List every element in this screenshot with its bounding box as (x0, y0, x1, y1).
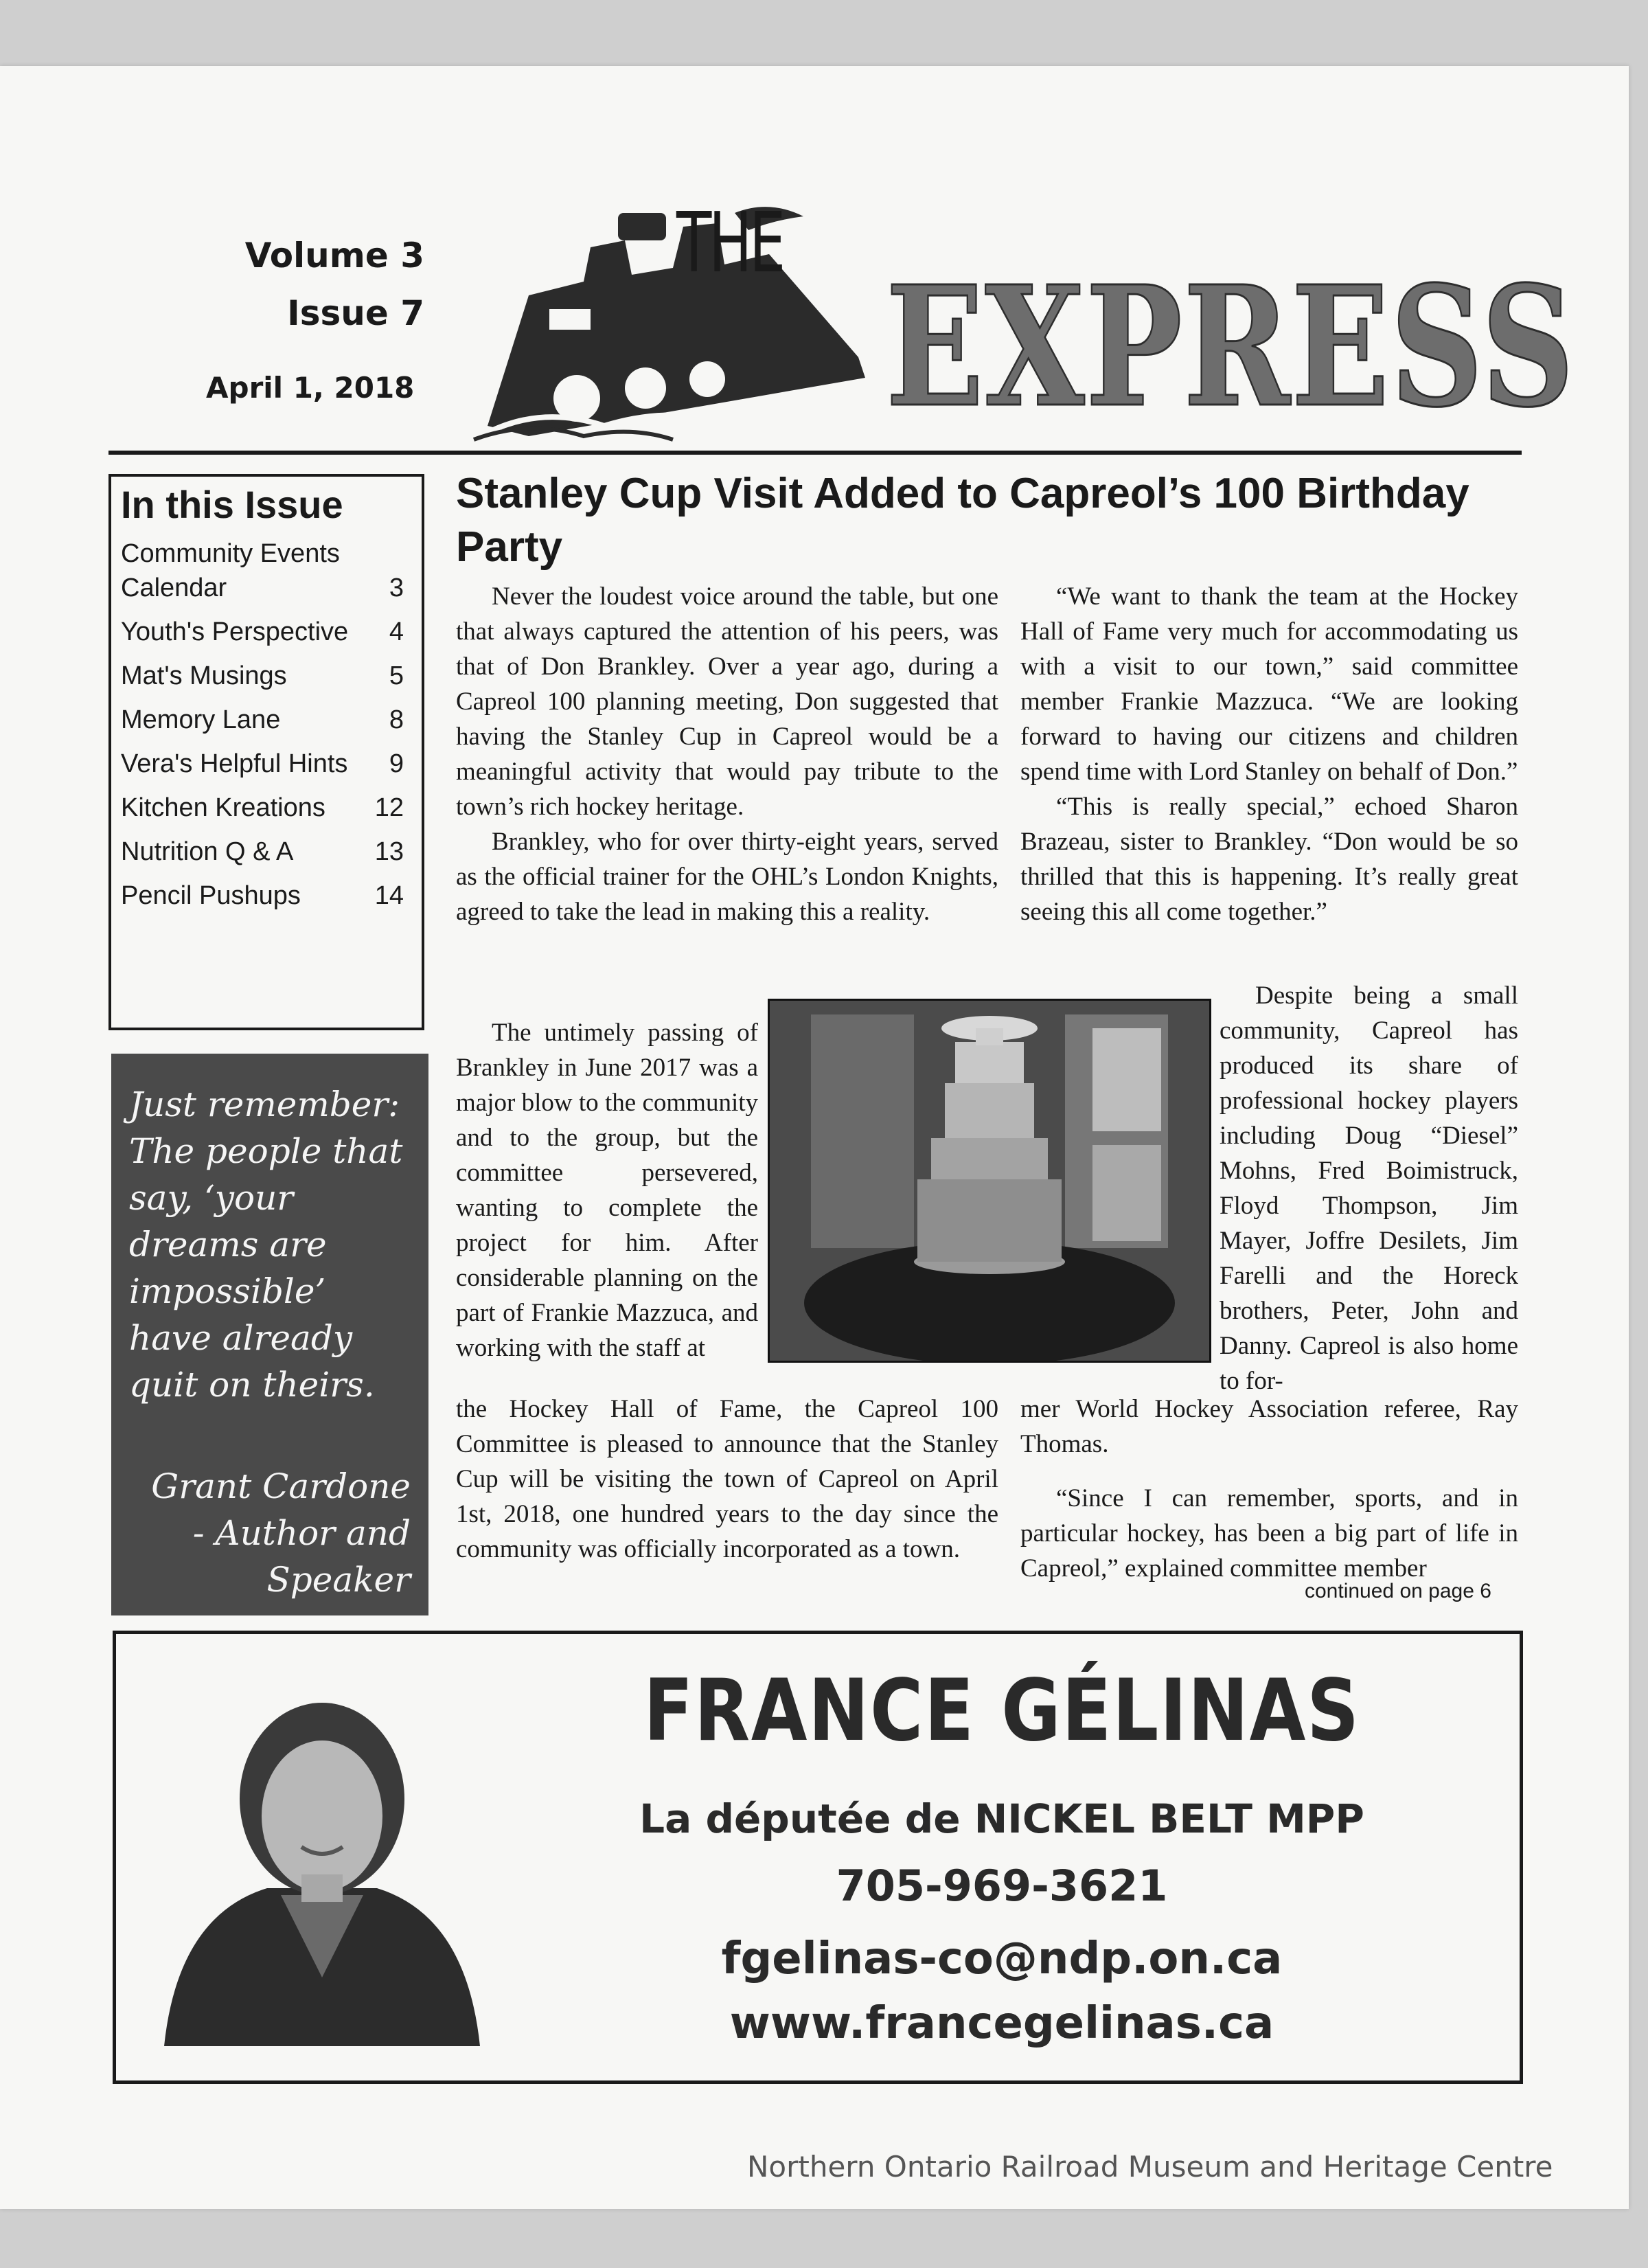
toc-item-page: 4 (389, 617, 404, 646)
article-column-1-bottom (456, 1392, 998, 1567)
toc-item[interactable] (121, 536, 412, 605)
toc-item-title: Kitchen Kreations (121, 793, 325, 822)
in-this-issue-box (108, 474, 424, 1030)
article-paragraph: “Since I can remember, sports, and in particular hockey, has been a big part of life in Capreol,” explained committee member (1020, 1484, 1518, 1583)
article-column-2 (1020, 579, 1518, 929)
article-column-2-bottom (1020, 1392, 1518, 1462)
article-paragraph: the Hockey Hall of Fame, the Capreol 100 Committee is pleased to announce that the Stanley Cup will be visiting the town of Capreol on April 1st, 2018, one hundred years to the day since the community was officially incorporated as a town. (456, 1395, 998, 1563)
article-column-1 (456, 579, 998, 929)
article-column-1-wrap (456, 1015, 758, 1365)
quote-box (111, 1054, 428, 1615)
toc-item-page: 13 (374, 837, 404, 866)
candidate-name: FRANCE GÉLINAS (643, 1662, 1360, 1760)
toc-item-title: Memory Lane (121, 705, 281, 734)
toc-item-title: Youth's Perspective (121, 617, 349, 646)
toc-item[interactable] (121, 703, 412, 737)
toc-item[interactable] (121, 659, 412, 693)
toc-item-title: Nutrition Q & A (121, 837, 294, 866)
masthead-rule (108, 451, 1522, 455)
toc-heading: In this Issue (121, 483, 343, 526)
quote-author: Grant Cardone - Author and Speaker (151, 1466, 411, 1600)
article-headline: Stanley Cup Visit Added to Capreol’s 100 Birthday Party (456, 470, 1469, 571)
toc-item-page: 8 (389, 705, 404, 734)
article-paragraph: “This is really special,” echoed Sharon Brazeau, sister to Brankley. “Don would be so thrilled that this is happening. It’s really great seeing this all come together.” (1020, 793, 1518, 926)
article-paragraph: “We want to thank the team at the Hockey Hall of Fame very much for accommodating us with a visit to our town,” said committee member Frankie Mazzuca. “We are looking forward to having our citizens and children spend time with Lord Stanley on behalf of Don.” (1020, 582, 1518, 786)
toc-item-page: 14 (374, 881, 404, 910)
toc-item[interactable] (121, 615, 412, 649)
toc-item[interactable] (121, 747, 412, 781)
article-paragraph: Brankley, who for over thirty-eight years, served as the official trainer for the OHL’s London Knights, agreed to take the lead in making this a reality. (456, 828, 998, 926)
volume-label: Volume 3 (244, 236, 424, 275)
portrait-photo (150, 1689, 494, 2046)
toc-item[interactable] (121, 878, 412, 913)
article-column-2-last (1020, 1481, 1518, 1586)
toc-item[interactable] (121, 835, 412, 869)
quote-text: Just remember: The people that say, ‘your dreams are impossible’ have already quit on theirs. (129, 1085, 403, 1405)
candidate-title: La députée de NICKEL BELT MPP (639, 1795, 1364, 1842)
stanley-cup-icon (770, 1001, 1209, 1361)
email-address[interactable]: fgelinas-co@ndp.on.ca (721, 1934, 1283, 1984)
mpp-advertisement (113, 1631, 1523, 2084)
website-link[interactable]: www.francegelinas.ca (729, 1998, 1274, 2049)
continued-note: continued on page 6 (1305, 1580, 1491, 1602)
stanley-cup-photo (768, 999, 1211, 1363)
issue-label: Issue 7 (287, 293, 424, 333)
toc-item-title: Pencil Pushups (121, 881, 301, 910)
masthead-express: EXPRESS (886, 250, 1576, 444)
toc-item-page: 3 (389, 574, 404, 602)
show-through-text (110, 206, 127, 277)
article-column-2-wrap (1220, 978, 1518, 1398)
toc-item-page: 9 (389, 749, 404, 778)
toc-item-title: Vera's Helpful Hints (121, 749, 348, 778)
locomotive-icon (446, 199, 872, 453)
article-paragraph: mer World Hockey Association referee, Ray Thomas. (1020, 1395, 1518, 1458)
article-paragraph: Despite being a small community, Capreol has produced its share of professional hockey players including Doug “Diesel” Mohns, Fred Boimistruck, Floyd Thompson, Jim Mayer, Joffre Desilets, Jim Farelli and the Horeck brothers, Peter, John and Danny. Capreol is also home to for- (1220, 982, 1518, 1395)
museum-footer: Northern Ontario Railroad Museum and Heritage Centre (747, 2150, 1553, 2184)
toc-item[interactable] (121, 791, 412, 825)
issue-date: April 1, 2018 (206, 371, 415, 405)
toc-item-title: Community Events Calendar (121, 539, 340, 602)
phone-number: 705-969-3621 (836, 1861, 1168, 1911)
article-paragraph: Never the loudest voice around the table, but one that always captured the attention of his peers, was that of Don Brankley. Over a year ago, during a Capreol 100 planning meeting, Don suggested that having the Stanley Cup in Capreol would be a meaningful activity that would pay tribute to the town’s rich hockey heritage. (456, 582, 998, 821)
toc-item-page: 5 (389, 661, 404, 690)
article-paragraph: The untimely passing of Brankley in June 2017 was a major blow to the community and to the group, but the committee persevered, wanting to complete the project for him. After considerable planning on the part of Frankie Mazzuca, and working with the staff at (456, 1019, 758, 1362)
masthead-the: THE (676, 196, 783, 291)
toc-item-page: 12 (374, 793, 404, 822)
masthead-volume-issue (218, 227, 424, 342)
toc-item-title: Mat's Musings (121, 661, 287, 690)
